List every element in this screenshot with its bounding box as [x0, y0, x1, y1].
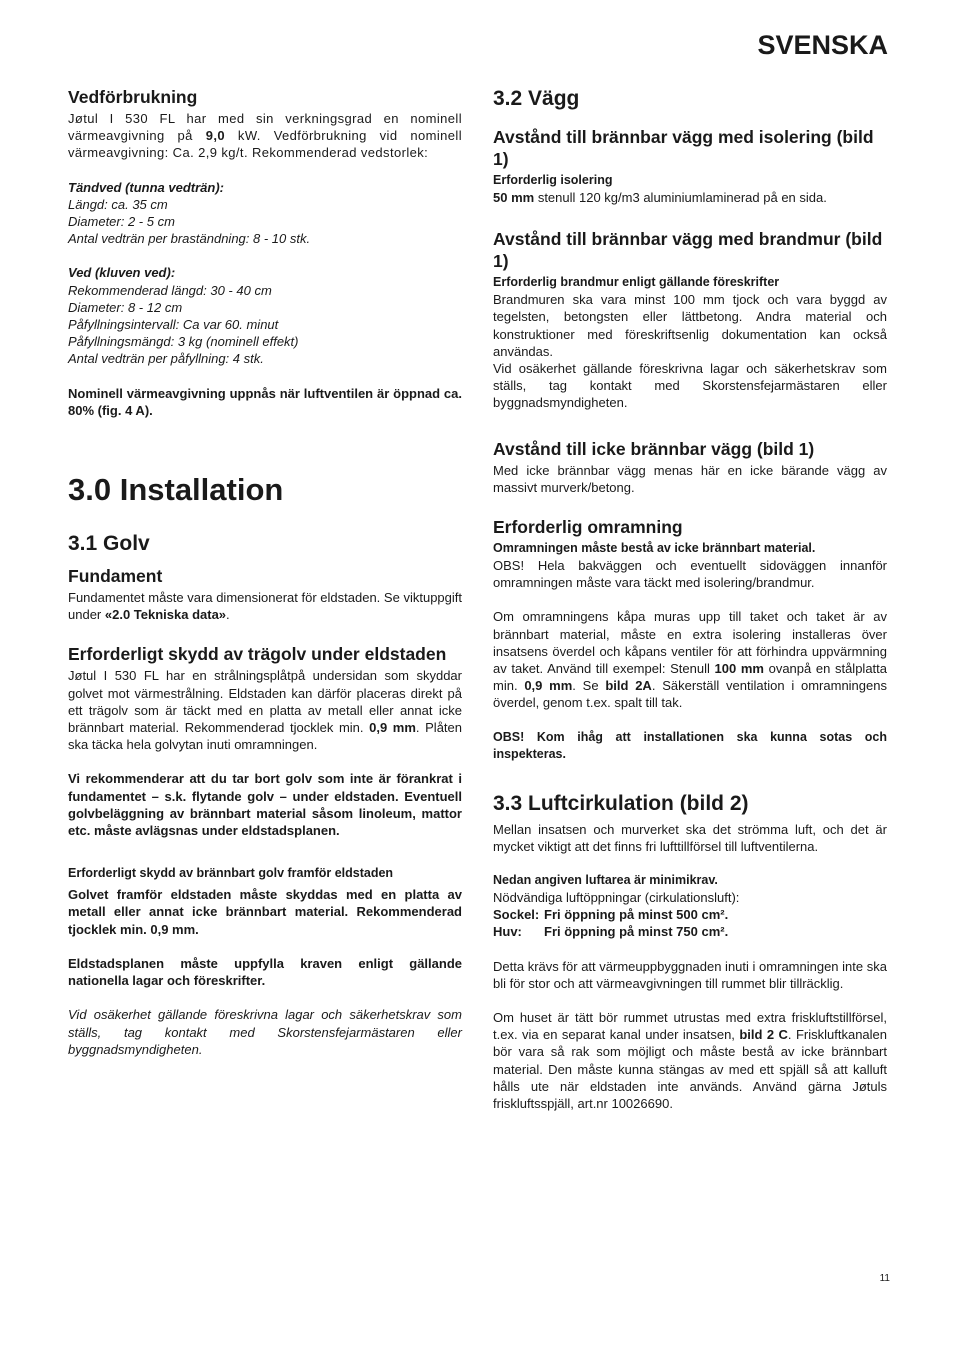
text-bold: 0,9 mm	[524, 678, 573, 694]
text: Jøtul I 530 FL har med sin verkningsgrad en nominell värmeavgivning på	[68, 111, 462, 144]
page-number: 11	[879, 1273, 890, 1284]
text-bold: 9,0	[205, 128, 226, 144]
text: . Se	[572, 678, 606, 694]
text: .	[226, 607, 230, 623]
text: . Plåten ska täcka hela golvytan inuti omramningen.	[68, 720, 462, 753]
luft-min: Nedan angiven luftarea är minimikrav.	[493, 873, 718, 888]
framfor-text: Golvet framför eldstaden måste skyddas med en platta av metall eller annat icke brännbart material. Rekommenderad tjocklek min. 0,9 mm.	[68, 887, 462, 937]
fundament-heading: Fundament	[68, 566, 163, 587]
framfor-heading: Erforderligt skydd av brännbart golv framför eldstaden	[68, 866, 394, 881]
luft-text: Detta krävs för att värmeuppbyggnaden inuti i omramningen inte ska bli för stor och att värmeavgivningen till rummet blir tillräcklig.	[493, 958, 887, 991]
skydd-heading: Erforderligt skydd av trägolv under eldstaden	[68, 644, 447, 665]
isolering-text	[493, 189, 887, 206]
huv-row	[493, 923, 887, 940]
language-label: SVENSKA	[757, 30, 888, 60]
text: Om omramningens kåpa muras upp till taket och taket är av brännbart material, måste en extra isolering installeras över insatsens överdel och kåpans ventiler för att förhindra uppvärmning av taket. Använd till exempel: Stenull	[493, 609, 887, 677]
ved-title: Ved (kluven ved):	[68, 265, 176, 281]
omramning-obs: OBS! Kom ihåg att installationen ska kunna sotas och inspekteras.	[493, 729, 887, 761]
text: . Friskluftkanalen bör vara så rak som möjligt och måste bestå av icke brännbart material. Den måste kunna stängas av med ett spjäll så att kalluft hålls ute när eldstaden inte används. Använd gärna Jøtuls friskluftsspjäll, art.nr 10026690.	[493, 1027, 887, 1112]
vagg-heading: 3.2 Vägg	[493, 87, 580, 110]
sockel-row	[493, 906, 887, 923]
text: Fundamentet måste vara dimensionerat för eldstaden. Se viktuppgift under	[68, 590, 462, 623]
brandmur-text: Brandmuren ska vara minst 100 mm tjock och vara byggd av tegelsten, betongsten eller lättbetong. Andra material och konstruktioner med föreskriftsenlig dokumentation kan också användas.	[493, 292, 887, 359]
luft-heading: 3.3 Luftcirkulation (bild 2)	[493, 791, 749, 815]
ved-line: Diameter: 8 - 12 cm	[68, 299, 183, 315]
rekommend-text: Vi rekommenderar att du tar bort golv som inte är förankrat i fundamentet – s.k. flytande golv – under eldstaden. Eventuell golvbeläggning av brännbart material såsom linoleum, mattor etc. måste avlägsnas under eldstadsplanen.	[68, 771, 462, 839]
text: ovanpå en stålplatta min.	[493, 661, 888, 694]
vedforbrukning-intro	[68, 110, 462, 162]
left-column	[68, 86, 462, 1058]
ved-line: Påfyllningsintervall: Ca var 60. minut	[68, 317, 279, 333]
omramning-text: OBS! Hela bakväggen och eventuellt sidoväggen innanför omramningen måste vara täckt med isolering/brandmur.	[493, 558, 887, 591]
luft-text	[493, 1009, 887, 1112]
text: Jøtul I 530 FL har en strålningsplåtpå undersidan som skyddar golvet mot värmestrålning. Eldstaden kan därför placeras direkt på ett trägolv som är täckt med en platta av metall eller annat icke brännbart material. Rekommenderad tjocklek min.	[68, 668, 462, 736]
text: . Säkerställ ventilation i omramningens överdel, genom t.ex. spalt till tak.	[493, 678, 887, 711]
text: Om huset är tätt bör rummet utrustas med extra friskluftstillförsel, t.ex. via en separat kanal under insatsen,	[493, 1010, 887, 1043]
text-bold: bild 2 C	[739, 1027, 788, 1043]
sockel-value: Fri öppning på minst 500 cm².	[544, 907, 729, 923]
safety-text: Vid osäkerhet gällande föreskrivna lagar och säkerhetskrav som ställs, tag kontakt med Skorstensfejarmästaren eller byggnadsmyndigheten.	[68, 1007, 462, 1057]
vedforbrukning-heading: Vedförbrukning	[68, 87, 198, 107]
tandved-line: Diameter: 2 - 5 cm	[68, 214, 175, 230]
text-bold: 100 mm	[714, 661, 764, 677]
brandmur-text: Vid osäkerhet gällande föreskrivna lagar och säkerhetskrav som ställs, tag kontakt med Skorstensfejarmästaren eller byggnadsmyndigheten.	[493, 361, 887, 411]
right-column	[493, 86, 887, 1112]
text: stenull 120 kg/m3 aluminiumlaminerad på en sida.	[534, 190, 827, 205]
luft-need: Nödvändiga luftöppningar (cirkulationsluft):	[493, 890, 740, 906]
text-bold: bild 2A	[605, 678, 652, 694]
ved-line: Antal vedträn per påfyllning: 4 stk.	[68, 351, 264, 367]
tandved-line: Längd: ca. 35 cm	[68, 196, 168, 212]
brandmur-heading: Avstånd till brännbar vägg med brandmur (bild 1)	[493, 229, 883, 272]
isolering-sub: Erforderlig isolering	[493, 173, 613, 187]
text-bold: 50 mm	[493, 190, 535, 205]
icke-text: Med icke brännbar vägg menas här en icke bärande vägg av massivt murverk/betong.	[493, 462, 887, 495]
brandmur-sub: Erforderlig brandmur enligt gällande föreskrifter	[493, 275, 780, 290]
tandved-title: Tändved (tunna vedträn):	[68, 179, 225, 195]
text-bold: «2.0 Tekniska data»	[104, 607, 227, 623]
eldstadsplan-text: Eldstadsplanen måste uppfylla kraven enligt gällande nationella lagar och föreskrifter.	[68, 955, 462, 989]
ved-line: Påfyllningsmängd: 3 kg (nominell effekt)	[68, 334, 299, 350]
omramning-heading: Erforderlig omramning	[493, 517, 683, 538]
sockel-label: Sockel:	[493, 907, 540, 923]
nominell-note: Nominell värmeavgivning uppnås när luftventilen är öppnad ca. 80% (fig. 4 A).	[68, 385, 462, 418]
text-bold: 0,9 mm	[369, 720, 416, 736]
huv-label: Huv:	[493, 924, 522, 940]
huv-value: Fri öppning på minst 750 cm².	[544, 924, 729, 940]
text: kW. Vedförbrukning vid nominell värmeavgivning: Ca. 2,9 kg/t. Rekommenderad vedstorlek:	[68, 128, 462, 161]
fundament-text	[68, 589, 462, 623]
icke-heading: Avstånd till icke brännbar vägg (bild 1)	[493, 438, 815, 459]
golv-heading: 3.1 Golv	[68, 532, 150, 556]
ved-line: Rekommenderad längd: 30 - 40 cm	[68, 282, 272, 298]
omramning-text	[493, 608, 887, 711]
installation-title: 3.0 Installation	[68, 472, 284, 508]
tandved-line: Antal vedträn per braständning: 8 - 10 stk.	[68, 231, 311, 247]
luft-text: Mellan insatsen och murverket ska det strömma luft, och det är mycket viktigt att det finns fri lufttillförsel till luftventilerna.	[493, 821, 887, 854]
isolering-heading: Avstånd till brännbar vägg med isolering (bild 1)	[493, 127, 874, 169]
skydd-text	[68, 667, 462, 753]
omramning-sub: Omramningen måste bestå av icke brännbart material.	[493, 541, 816, 556]
